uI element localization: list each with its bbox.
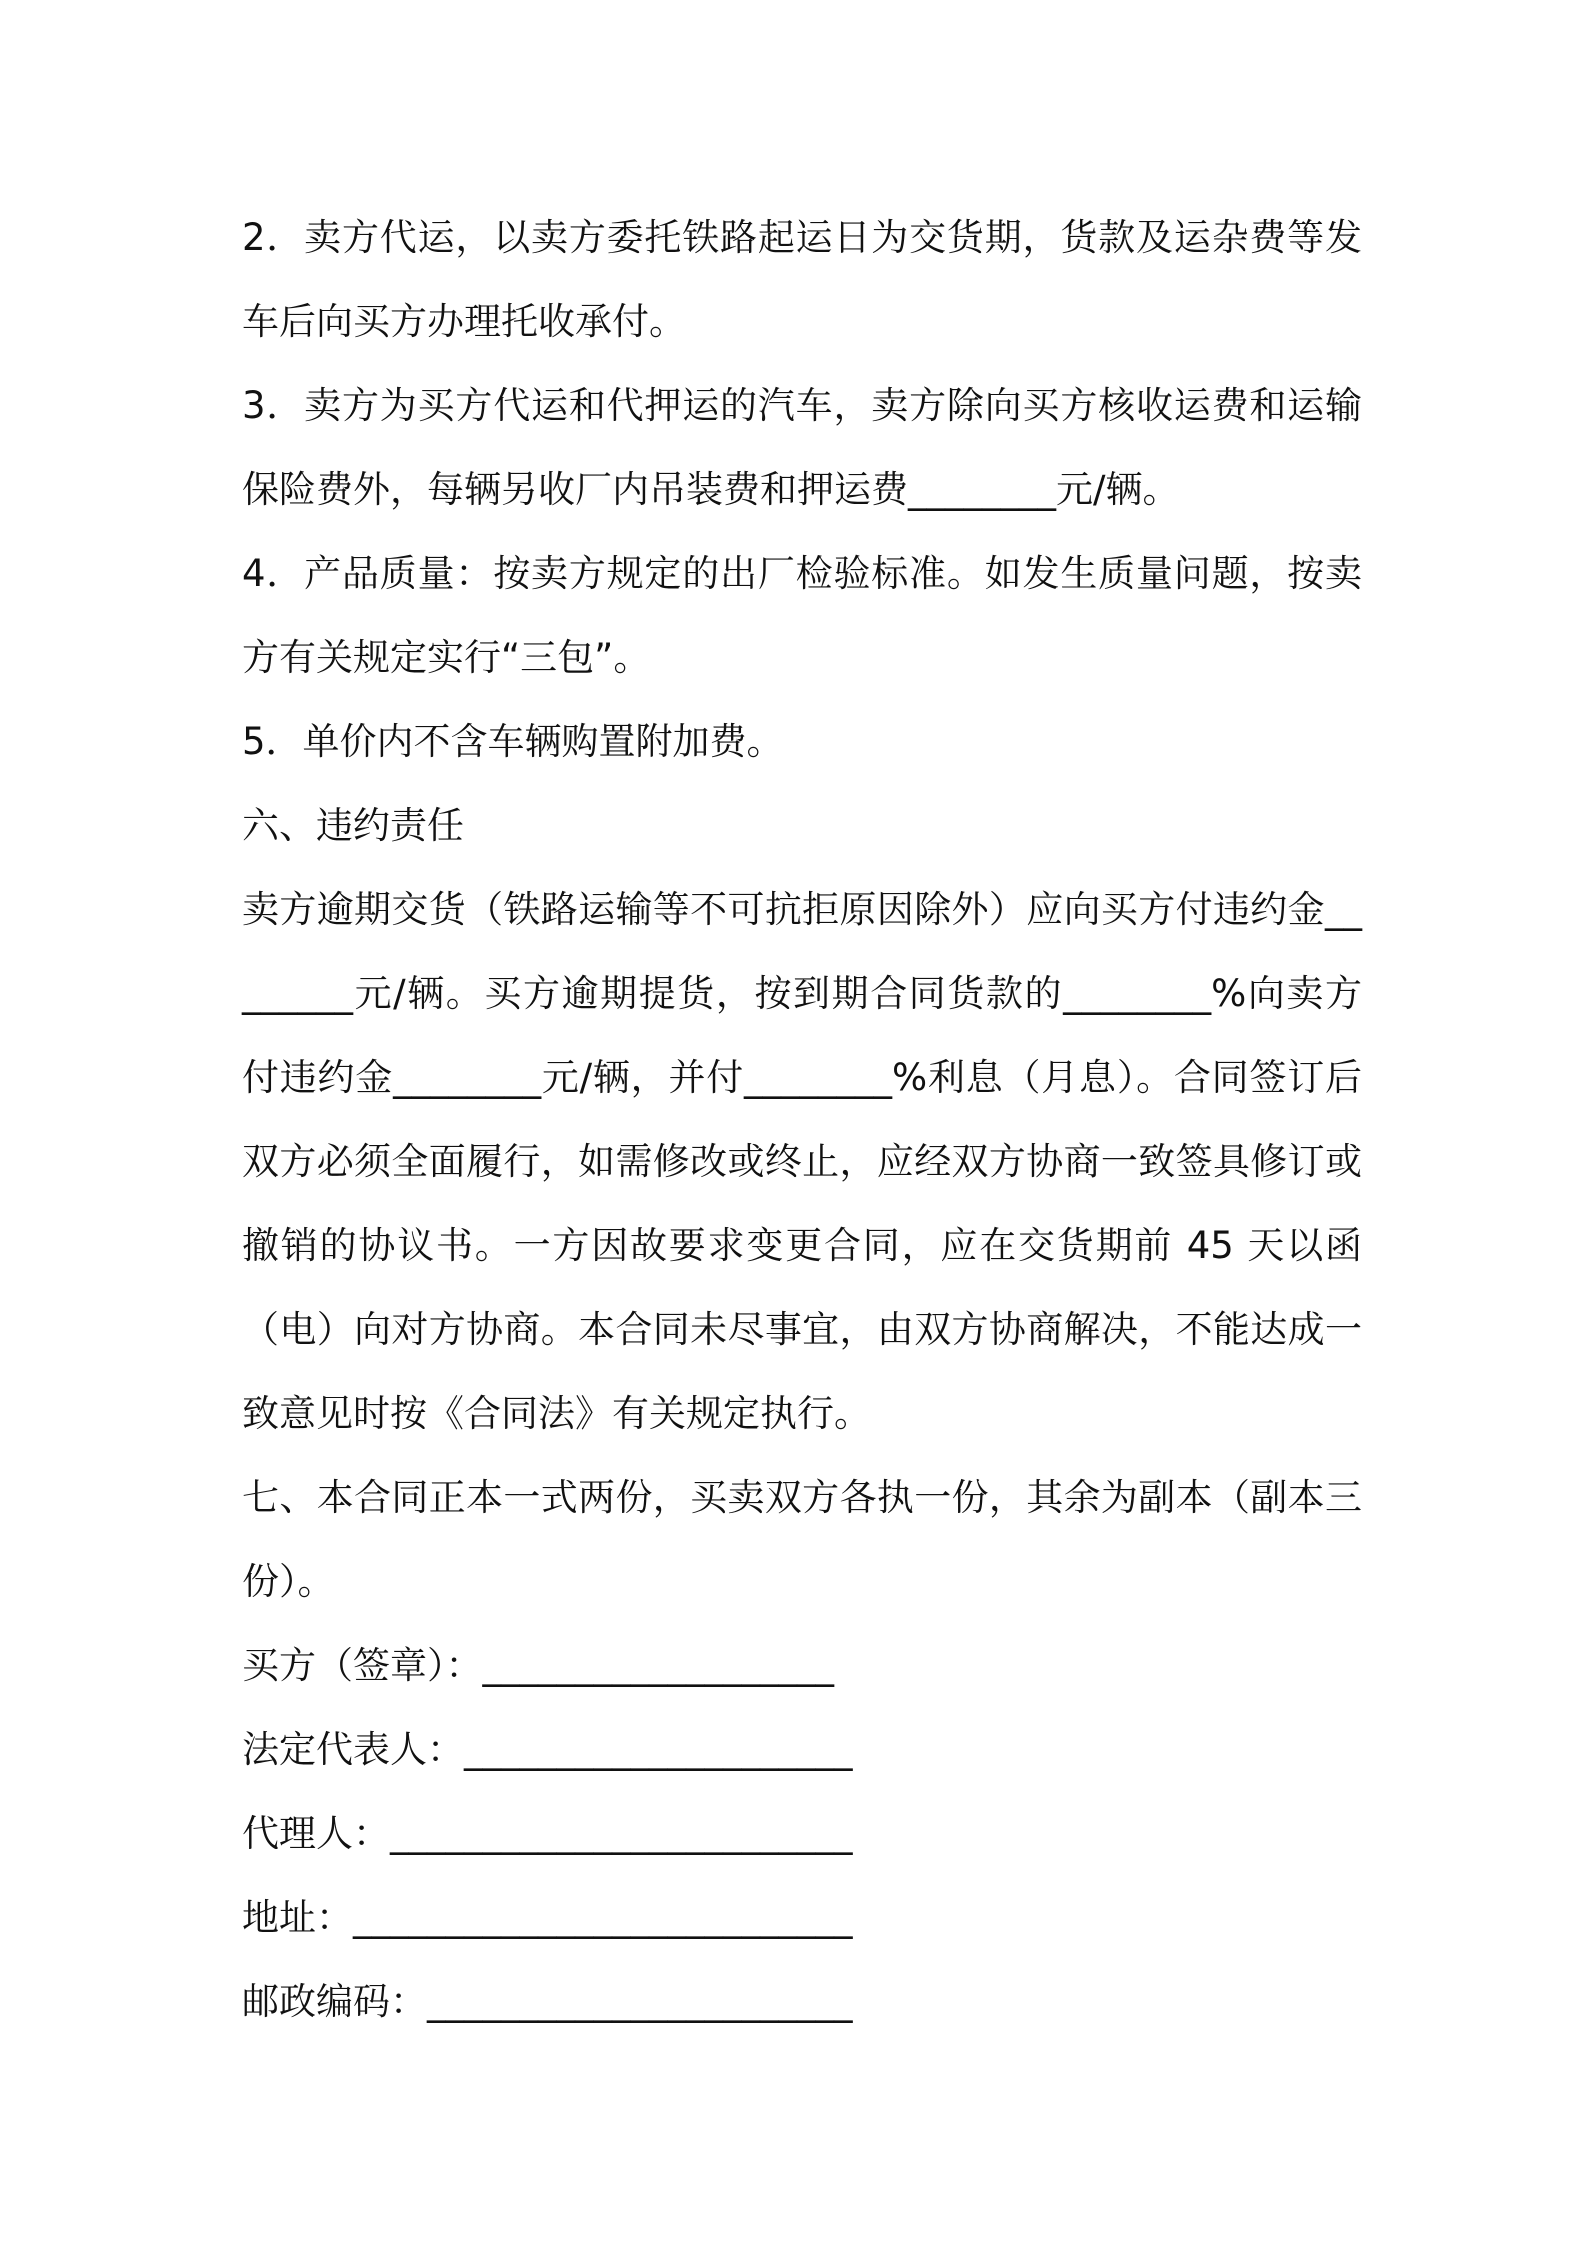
postal-code-field: 邮政编码：_______________________ — [242, 1980, 853, 2023]
agent-field: 代理人：_________________________ — [242, 1812, 853, 1855]
address-field: 地址：___________________________ — [242, 1896, 853, 1939]
clause-4-quality: 4．产品质量：按卖方规定的出厂检验标准。如发生质量问题，按卖方有关规定实行“三包”。 — [242, 552, 1362, 679]
clause-2-shipping: 2．卖方代运，以卖方委托铁路起运日为交货期，货款及运杂费等发车后向买方办理托收承付。 — [242, 216, 1362, 343]
section-7-copies: 七、本合同正本一式两份，买卖双方各执一份，其余为副本（副本三份）。 — [242, 1476, 1362, 1603]
legal-representative-field: 法定代表人：_____________________ — [242, 1728, 853, 1771]
document-body — [242, 196, 1362, 2044]
section-6-liability-text: 卖方逾期交货（铁路运输等不可抗拒原因除外）应向买方付违约金________元/辆。买方逾期提货，按到期合同货款的________%向卖方付违约金________元/辆，并付________%利息（月息）。合同签订后双方必须全面履行，如需修改或终止，应经双方协商一致签具修订或撤销的协议书。一方因故要求变更合同，应在交货期前 45 天以函（电）向对方协商。本合同未尽事宜，由双方协商解决，不能达成一致意见时按《合同法》有关规定执行。 — [242, 888, 1362, 1435]
clause-5-unit-price: 5．单价内不含车辆购置附加费。 — [242, 720, 784, 763]
section-6-heading: 六、违约责任 — [242, 804, 464, 847]
buyer-signature-field: 买方（签章）：___________________ — [242, 1644, 834, 1687]
clause-3-escort-fee: 3．卖方为买方代运和代押运的汽车，卖方除向买方核收运费和运输保险费外，每辆另收厂内吊装费和押运费________元/辆。 — [242, 384, 1362, 511]
